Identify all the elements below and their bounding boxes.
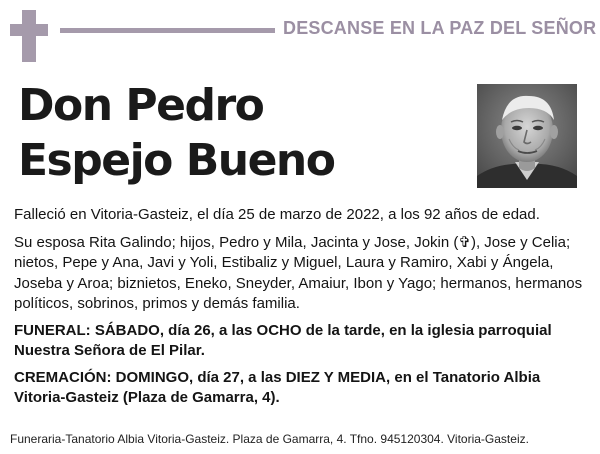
obituary-body bbox=[14, 205, 588, 415]
cremation-text: CREMACIÓN: DOMINGO, día 27, a las DIEZ Y MEDIA, en el Tanatorio Albia Vitoria-Gasteiz (Plaza de Gamarra, 4). bbox=[14, 368, 541, 406]
deceased-name bbox=[18, 78, 458, 188]
deceased-name-line2: Espejo Bueno bbox=[18, 135, 335, 186]
deceased-photo bbox=[477, 84, 577, 188]
funeral-text: FUNERAL: SÁBADO, día 26, a las OCHO de la tarde, en la iglesia parroquial Nuestra Señora de El Pilar. bbox=[14, 321, 552, 359]
family-text: Su esposa Rita Galindo; hijos, Pedro y Mila, Jacinta y Jose, Jokin (✞), Jose y Celia; nietos, Pepe y Ana, Javi y Yoli, Estibaliz y Miguel, Laura y Ramiro, Xabi y Ángela, Joseba y Aroa; biznietos, Eneko, Sneyder, Amaiur, Ibon y Yago; hermanos, hermanos políticos, sobrinos, primos y demás familia. bbox=[14, 233, 583, 312]
deceased-name-line1: Don Pedro bbox=[18, 80, 264, 131]
portrait-image bbox=[477, 84, 577, 188]
funeral-home-footer: Funeraria-Tanatorio Albia Vitoria-Gasteiz. Plaza de Gamarra, 4. Tfno. 945120304. Vitoria-Gasteiz. bbox=[10, 432, 529, 446]
header-title: DESCANSE EN LA PAZ DEL SEÑOR bbox=[283, 18, 597, 38]
death-notice-text: Falleció en Vitoria-Gasteiz, el día 25 de marzo de 2022, a los 92 años de edad. bbox=[14, 206, 540, 223]
latin-cross-icon bbox=[10, 10, 48, 62]
header-divider bbox=[60, 28, 275, 33]
